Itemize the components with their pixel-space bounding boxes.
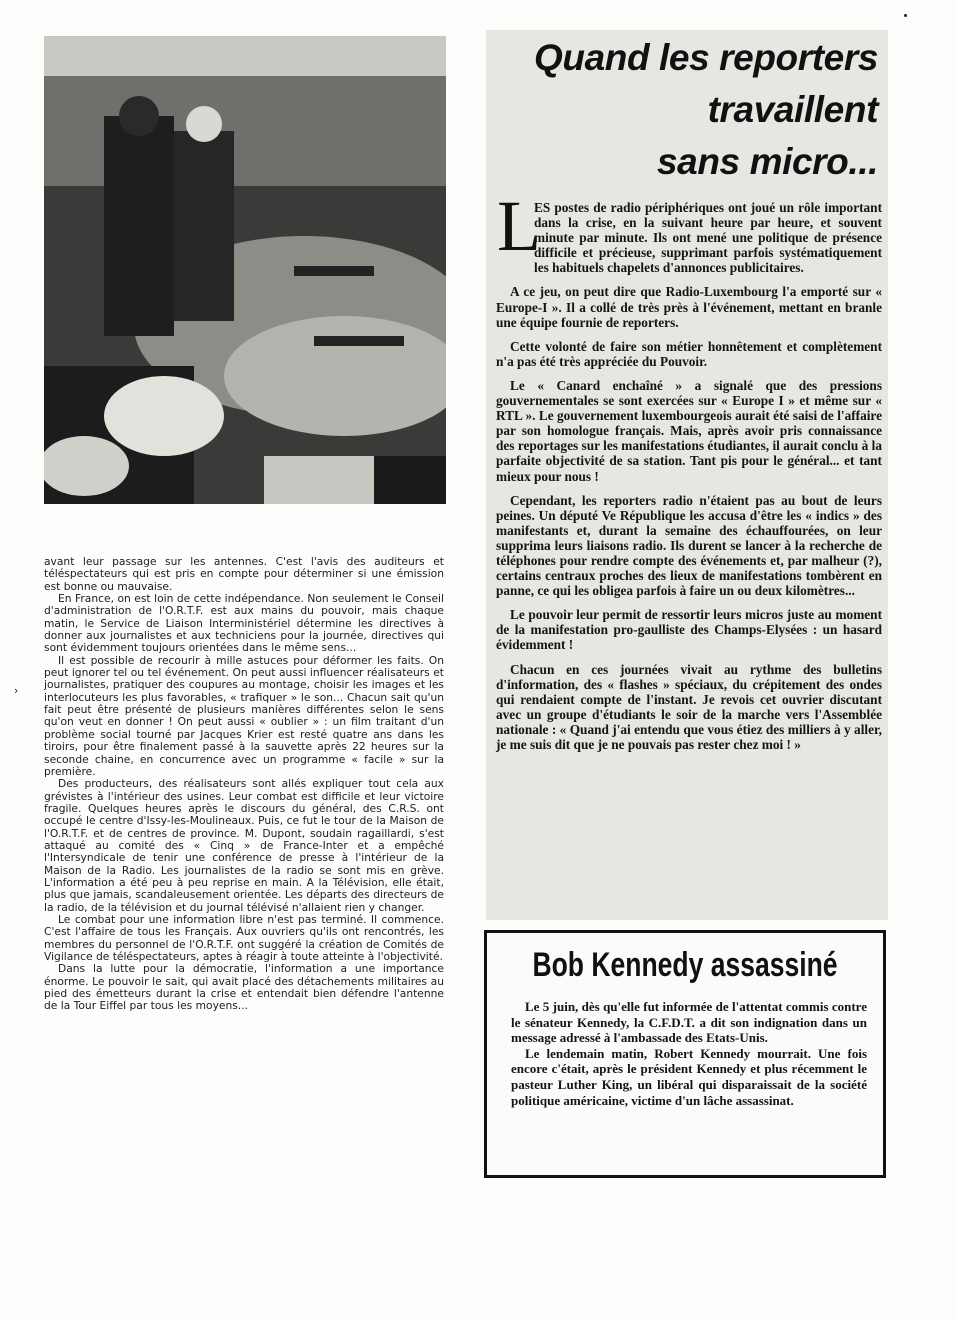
right-column-article xyxy=(496,200,882,761)
right-paragraph: Chacun en ces journées vivait au rythme des bulletins d'information, des « flashes » spéciaux, du crépitement des ondes qui rendaient compte de l'instant. Je revois cet ouvrier discutant avec un groupe d'étudiants le soir de la marche vers l'Assemblée nationale : « Quand j'ai entendu que vous étiez des milliers à y aller, je me suis dit que je ne pouvais pas rester chez moi ! » xyxy=(496,661,882,752)
box-body xyxy=(511,999,867,1108)
kennedy-box xyxy=(484,930,886,1178)
left-paragraph: Le combat pour une information libre n'est pas terminé. Il commence. C'est l'affaire de tous les Français. Aux ouvriers qu'ils ont rencontrés, les membres du personnel de l'O.R.T.F. ont suggéré la création de Comités de Vigilance de téléspectateurs, aptes à réagir à toute atteinte à l'objectivité. xyxy=(44,912,444,963)
left-paragraph: Il est possible de recourir à mille astuces pour déformer les faits. On peut ignorer tel ou tel événement. On peut aussi influencer réalisateurs et journalistes, pratiquer des coupures au montage, choisir les images et les interlocuteurs les plus favorables, « trafiquer » le son... Chacun sait qu'un fait peut être présenté de plusieurs manières différentes selon le sens qu'on veut en donner ! On peut aussi « oublier » : un film traitant d'un problème social tourné par Jacques Krier est resté quatre ans dans les tiroirs, pour être finalement passé à la sauvette après 22 heures sur la seconde chaine, en concurrence avec un programme « facile » sur la première. xyxy=(44,653,444,778)
right-paragraph: Le pouvoir leur permit de ressortir leurs micros juste au moment de la manifestation pro-gaulliste des Champs-Elysées : un hasard évidemment ! xyxy=(496,607,882,653)
article-headline xyxy=(478,32,878,188)
left-paragraph: En France, on est loin de cette indépendance. Non seulement le Conseil d'administration de l'O.R.T.F. est aux mains du pouvoir, mais chaque matin, le Service de Liaison Interministériel détermine les directives à donner aux journalistes et aux techniciens pour la journée, directives qui sont évidemment toujours orientées dans le même sens... xyxy=(44,592,444,655)
right-paragraph: Le « Canard enchaîné » a signalé que des pressions gouvernementales se sont exercées sur « Europe I » et même sur « RTL ». Le gouvernement luxembourgeois aurait été saisi de l'affaire par son homologue français. Mais, après avoir pris connaissance des reportages sur les manifestations étudiantes, il aurait conclu à la parfaite objectivité de sa station. Tant pis pour le général... et tant mieux pour nous ! xyxy=(496,377,882,484)
right-paragraph: A ce jeu, on peut dire que Radio-Luxembourg l'a emporté sur « Europe-I ». Il a collé de très près à l'événement, mettant en branle une équipe fournie de reporters. xyxy=(496,284,882,330)
box-paragraph: Le 5 juin, dès qu'elle fut informée de l'attentat commis contre le sénateur Kennedy, la C.F.D.T. a dit son indignation dans un message adressé à l'ambassade des Etats-Unis. xyxy=(511,999,867,1046)
photo-icon xyxy=(44,36,446,504)
margin-mark: › xyxy=(14,684,19,697)
box-title: Bob Kennedy assassiné xyxy=(532,946,838,984)
right-paragraph: ES postes de radio périphériques ont joué un rôle important dans la crise, en la suivant heure par heure, et souvent minute par minute. Ils ont mené une politique de présence difficile et précieuse, supprimant parfois systématiquement les habituels chapelets d'annonces publicitaires. xyxy=(534,200,882,276)
headline-line-2: travaillent xyxy=(707,89,878,130)
headline-line-1: Quand les reporters xyxy=(533,37,878,78)
right-paragraph: Cependant, les reporters radio n'étaient pas au bout de leurs peines. Un député Ve République les accusa d'être les « indics » des manifestants et, durant la semaine des échauffourées, on leur supprima leurs liaisons radio. Ils durent se lancer à la recherche de téléphones pour rendre compte des événements et, par malheur (?), certains centraux proches des lieux de manifestations tombèrent en panne, ce qui les obligea parfois à faire un ou deux kilomètres... xyxy=(496,492,882,599)
box-paragraph: Le lendemain matin, Robert Kennedy mourrait. Une fois encore c'était, après le président Kennedy et plus récemment le pasteur Luther King, un libéral qui disparaissait de la société politique américaine, victime d'un lâche assassinat. xyxy=(511,1045,867,1108)
left-paragraph: Dans la lutte pour la démocratie, l'information a une importance énorme. Le pouvoir le sait, qui avait placé des détachements militaires au pied des émetteurs durant la crise et entendait bien défendre l'antenne de la Tour Eiffel par tous les moyens... xyxy=(44,962,444,1013)
right-paragraph: Cette volonté de faire son métier honnêtement et complètement n'a pas été très appréciée du Pouvoir. xyxy=(496,338,882,369)
left-paragraph: avant leur passage sur les antennes. C'est l'avis des auditeurs et téléspectateurs qui est pris en compte pour déterminer si une émission est bonne ou mauvaise. xyxy=(44,555,444,593)
drop-cap: L xyxy=(497,186,541,266)
left-paragraph: Des producteurs, des réalisateurs sont allés expliquer tout cela aux grévistes à l'intérieur des usines. Leur combat est difficile et leur victoire fragile. Quelques heures après le discours du général, des C.R.S. ont occupé le centre d'Issy-les-Moulineaux. Puis, ce fut le tour de la Maison de l'O.R.T.F. et de centres de province. M. Dupont, soudain ragaillardi, s'est attaqué au comité des « Cinq » de France-Inter et a empêché l'Intersyndicale de tenir une conférence de presse à l'intérieur de la Maison de la Radio. Les journalistes de la radio se sont mis en grève. L'information a été peu à peu reprise en main. A la Télévision, elle était, plus que jamais, scandaleusement orientée. Les départs des directeurs de la radio, de la télévision et du journal télévisé n'allaient rien y changer. xyxy=(44,777,444,914)
headline-line-3: sans micro... xyxy=(656,141,878,182)
left-column-article xyxy=(44,556,444,1013)
corner-speck xyxy=(904,14,907,17)
news-photo xyxy=(44,36,446,504)
